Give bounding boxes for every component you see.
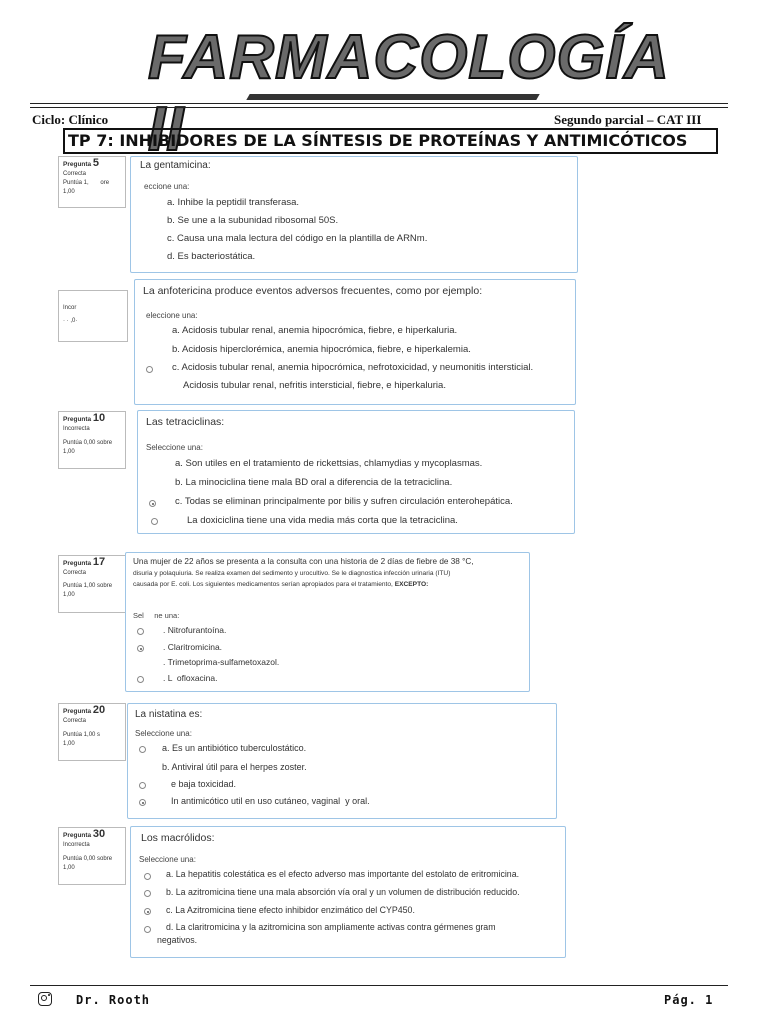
logo-underline [246,94,539,100]
radio-b[interactable] [144,890,151,897]
logo-text: FARMACOLOGÍA II [148,23,668,164]
instagram-icon [38,992,52,1006]
question-score: Puntúa 1,00 sobre [63,583,113,589]
option-b[interactable]: b. Acidosis hiperclorémica, anemia hipocrómica, fiebre, e hiperkalemia. [172,344,471,355]
question-info-30 [58,827,126,885]
question-score-suffix: ore [100,180,110,186]
option-b[interactable]: b. Antiviral útil para el herpes zoster. [162,762,307,772]
question-stem-text: causada por E. coli. Los siguientes medicamentos serían apropiados para el tratamiento, [133,581,393,588]
option-a[interactable]: a. Son utiles en el tratamiento de rickettsias, chlamydias y mycoplasmas. [175,458,483,469]
question-info-anfotericina [58,290,128,342]
question-label: Pregunta [63,708,92,715]
question-status: Correcta [63,718,87,724]
question-score-max: 1,00 [63,592,75,598]
instagram-icon-dot [48,994,50,996]
radio-a[interactable] [144,873,151,880]
select-one-label: eleccione una: [146,311,198,320]
question-number: 5 [92,157,99,169]
page-title: TP 7: INHIBIDORES DE LA SÍNTESIS DE PROTEÍNAS Y ANTIMICÓTICOS [63,128,718,154]
option-c[interactable]: c. Causa una mala lectura del código en la plantilla de ARNm. [167,233,428,244]
radio-c[interactable] [139,782,146,789]
question-label: Pregunta [63,832,92,839]
option-c[interactable]: . Trimetoprima-sulfametoxazol. [163,657,280,667]
question-stem-line-3 [133,581,428,588]
radio-d[interactable] [137,676,144,683]
question-number: 17 [92,556,106,568]
option-a[interactable]: a. Inhibe la peptidil transferasa. [167,197,300,208]
option-d[interactable]: d. Es bacteriostática. [167,251,256,262]
question-number: 10 [92,412,106,424]
question-stem: La gentamicina: [140,160,211,171]
option-c[interactable]: c. La Azitromicina tiene efecto inhibidor enzimático del CYP450. [166,905,415,915]
option-c[interactable]: c. Todas se eliminan principalmente por bilis y sufren circulación enterohepática. [175,496,513,507]
question-stem-line-1: Una mujer de 22 años se presenta a la consulta con una historia de 2 días de fiebre de 38 °C, [133,557,474,566]
question-score-max: 1,00 [63,449,75,455]
question-status: Incor [63,305,77,311]
question-label: Pregunta [63,416,92,423]
option-d[interactable]: In antimicótico util en uso cutáneo, vaginal y oral. [171,796,370,806]
radio-d[interactable] [144,926,151,933]
option-d-continued: negativos. [157,935,198,945]
question-info-5 [58,156,126,208]
radio-b-selected[interactable] [137,645,144,652]
option-d[interactable]: La doxiciclina tiene una vida media más corta que la tetraciclina. [187,515,458,526]
question-status: Correcta [63,171,87,177]
option-a[interactable]: a. Es un antibiótico tuberculostático. [162,743,307,753]
radio-c[interactable] [146,366,153,373]
question-score: · · ,0· [63,318,78,324]
option-d[interactable]: . L ofloxacina. [163,673,218,683]
option-b[interactable]: . Claritromicina. [163,642,223,652]
option-c[interactable]: e baja toxicidad. [171,779,237,789]
instagram-icon-lens [41,995,47,1001]
question-label: Pregunta [63,560,92,567]
radio-a[interactable] [137,628,144,635]
radio-c-selected[interactable] [144,908,151,915]
question-score: Puntúa 0,00 sobre [63,440,113,446]
question-score-max: 1,00 [63,865,75,871]
option-a[interactable]: a. Acidosis tubular renal, anemia hipocrómica, fiebre, e hiperkaluria. [172,325,458,336]
question-stem: La nistatina es: [135,709,203,720]
radio-c-selected[interactable] [149,500,156,507]
question-score-max: 1,00 [63,189,75,195]
header-rule-bottom [30,107,728,108]
question-label: Pregunta [63,161,92,168]
footer-rule [30,985,728,986]
footer-author: Dr. Rooth [76,993,151,1007]
option-d[interactable]: Acidosis tubular renal, nefritis intersticial, fiebre, e hiperkaluria. [183,380,446,391]
question-info-10 [58,411,126,469]
question-info-20 [58,703,126,761]
option-a[interactable]: . Nitrofurantoína. [163,625,227,635]
question-score: Puntúa 1,00 s [63,732,101,738]
option-b[interactable]: b. Se une a la subunidad ribosomal 50S. [167,215,339,226]
question-status: Incorrecta [63,426,90,432]
question-number: 30 [92,828,106,840]
question-stem-emphasis: EXCEPTO: [394,581,429,588]
cycle-label: Ciclo: Clínico [32,112,109,127]
question-number: 20 [92,704,106,716]
select-one-label: eccione una: [144,182,190,191]
select-one-label: Seleccione una: [135,729,192,738]
option-d[interactable]: d. La claritromicina y la azitromicina son ampliamente activas contra gérmenes gram [166,922,496,932]
select-one-label: Seleccione una: [139,855,196,864]
question-score: Puntúa 0,00 sobre [63,856,113,862]
option-b[interactable]: b. La azitromicina tiene una mala absorción vía oral y un volumen de distribución reducido. [166,887,520,897]
question-score-max: 1,00 [63,741,75,747]
option-c[interactable]: c. Acidosis tubular renal, anemia hipocrómica, nefrotoxicidad, y neumonitis intersticial. [172,362,534,373]
question-label-blank [63,293,123,302]
question-stem-line-2: disuria y polaquiuria. Se realiza examen del sedimento y urocultivo. Se le diagnostica infección urinaria (ITU) [133,570,451,577]
option-a[interactable]: a. La hepatitis colestática es el efecto adverso mas importante del estolato de eritromicina. [166,869,520,879]
radio-a[interactable] [139,746,146,753]
select-one-label: Sel ne una: [133,611,180,620]
question-info-17 [58,555,126,613]
question-stem: La anfotericina produce eventos adversos frecuentes, como por ejemplo: [143,285,483,297]
question-score: Puntúa 1, [63,180,89,186]
question-status: Incorrecta [63,842,90,848]
radio-d-selected[interactable] [139,799,146,806]
question-stem: Las tetraciclinas: [146,416,225,428]
radio-d[interactable] [151,518,158,525]
select-one-label: Seleccione una: [146,443,203,452]
question-stem: Los macrólidos: [141,832,215,844]
header-rule-top [30,103,728,104]
question-status: Correcta [63,570,87,576]
option-b[interactable]: b. La minociclina tiene mala BD oral a diferencia de la tetraciclina. [175,477,453,488]
footer-page: Pág. 1 [664,993,714,1007]
exam-label: Segundo parcial – CAT III [554,112,702,127]
